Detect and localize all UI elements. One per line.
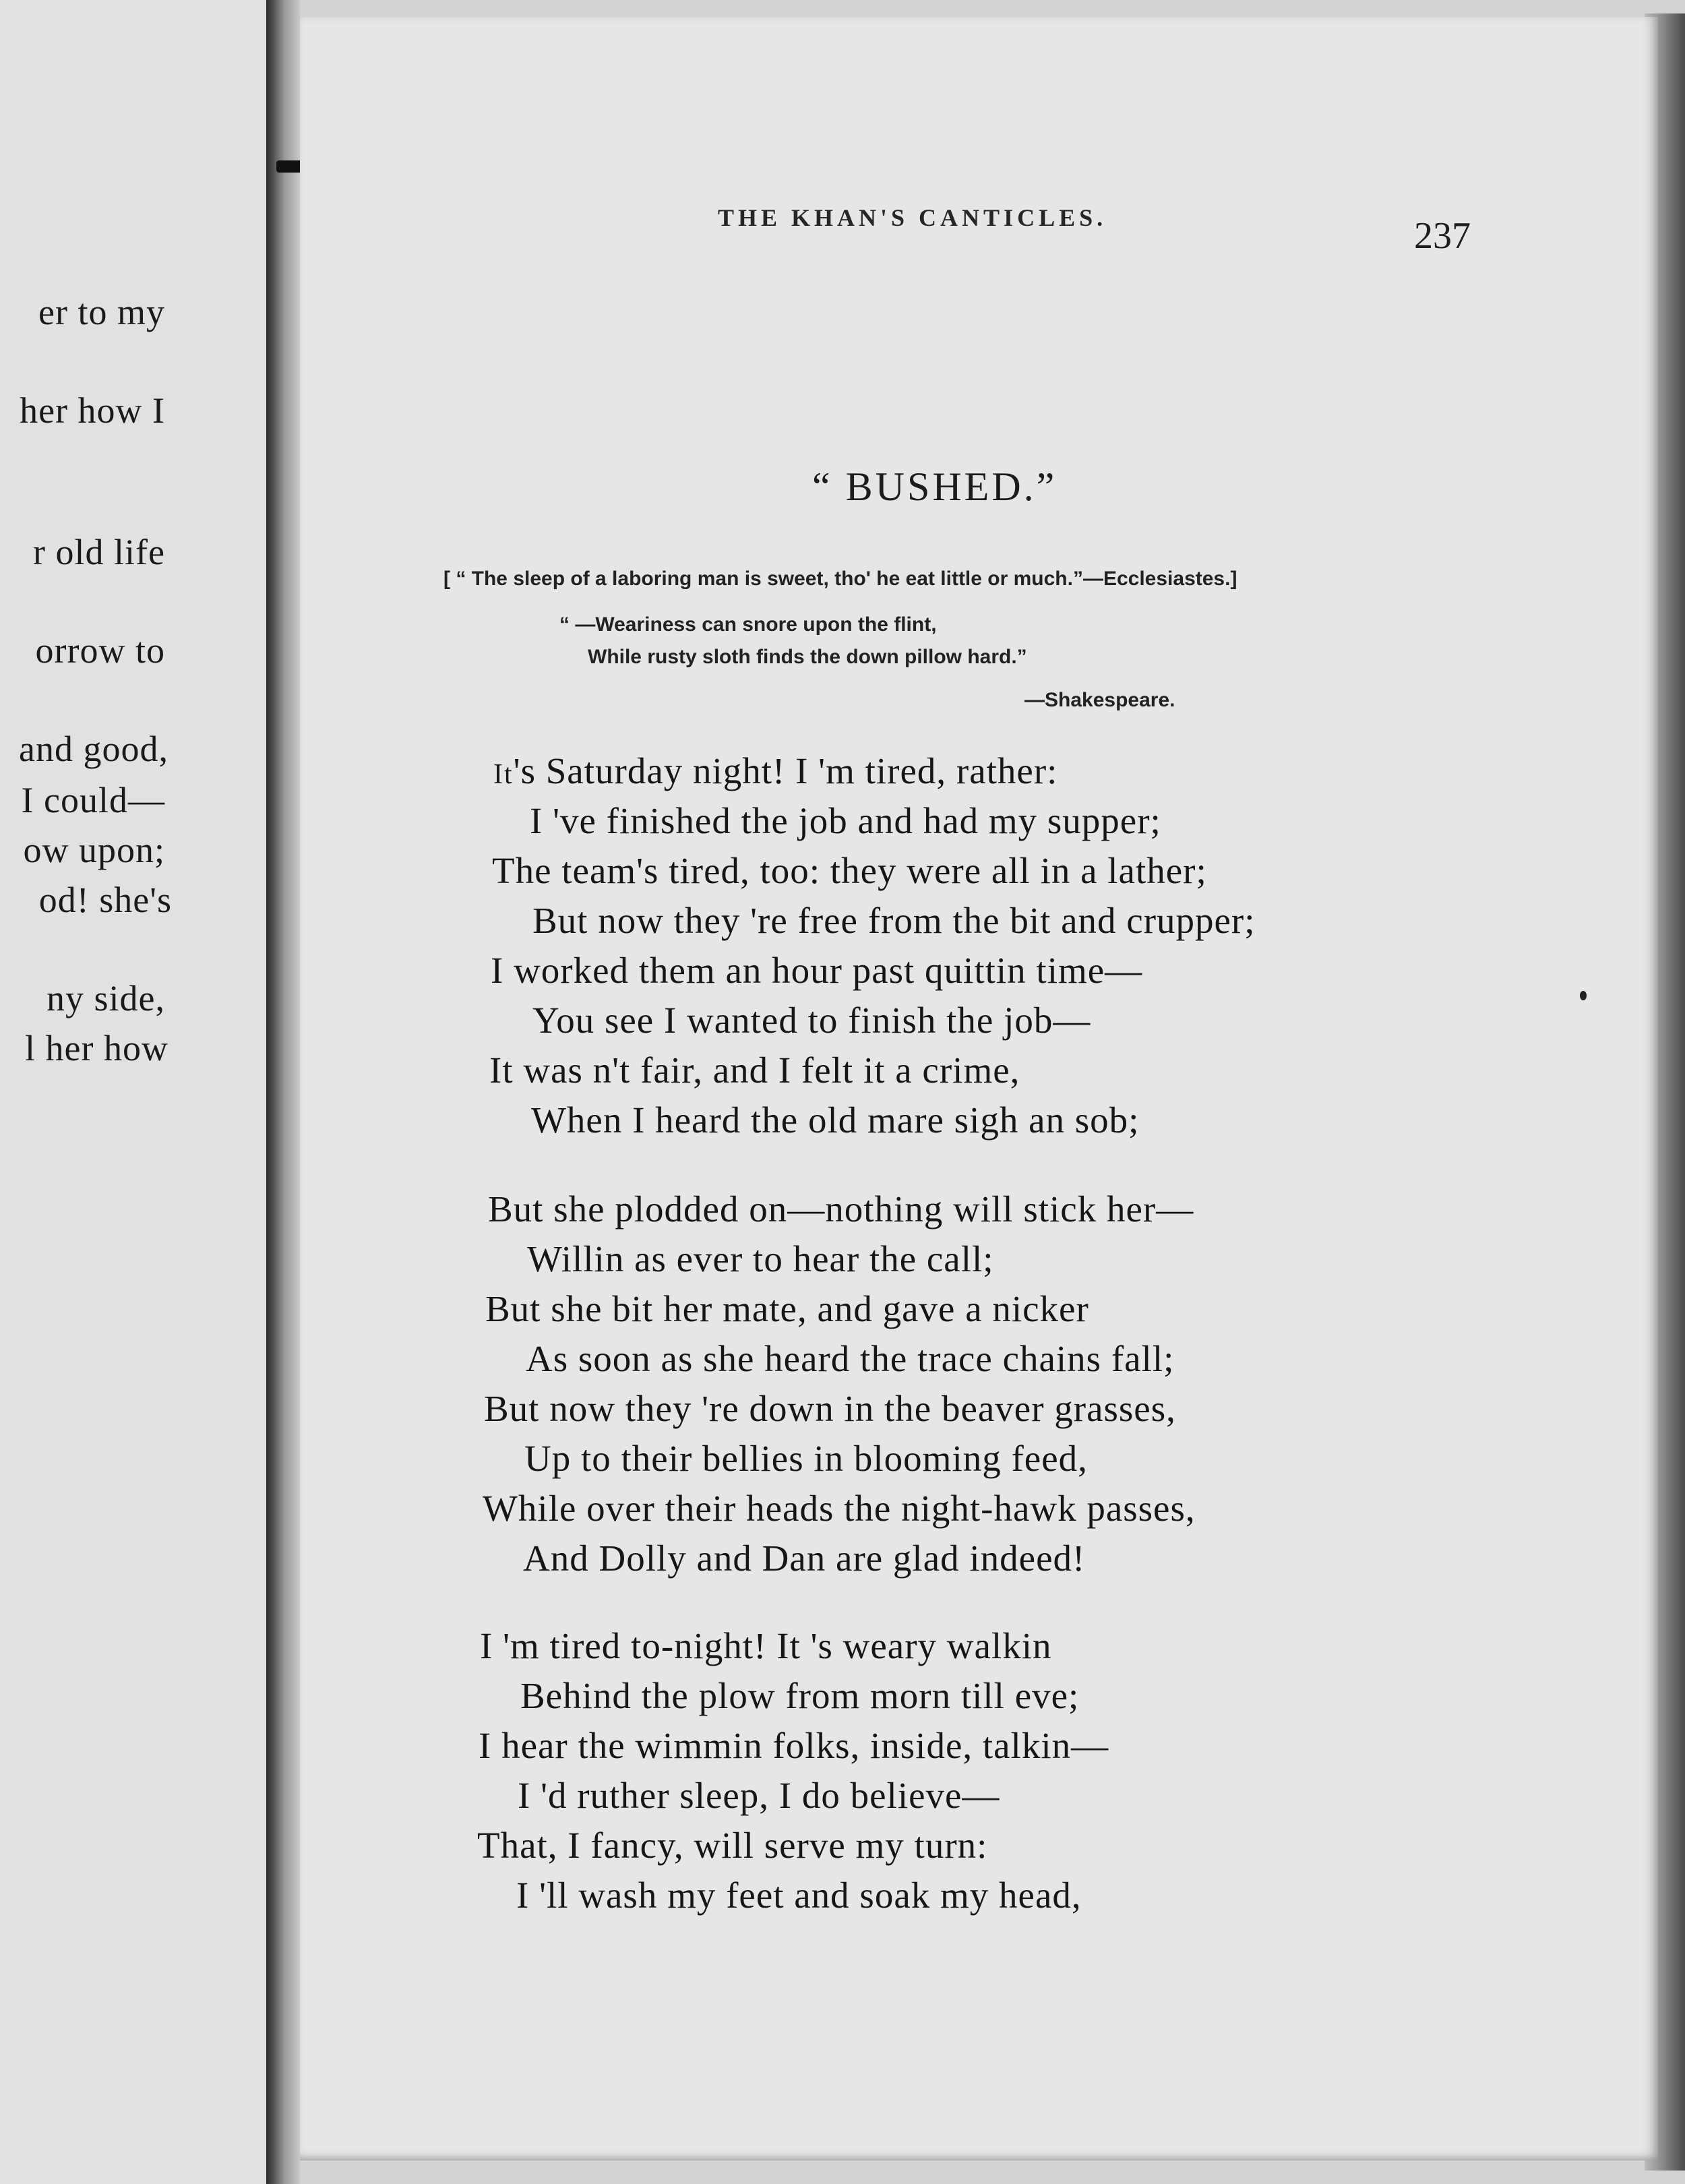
verse-line: Willin as ever to hear the call; [527,1238,994,1279]
verse-line: I worked them an hour past quittin time— [491,950,1143,991]
epigraph-shakespeare-line-1: “ —Weariness can snore upon the flint, [559,613,937,636]
epigraph-shakespeare-line-2: While rusty sloth finds the down pillow hard.” [588,646,1027,668]
left-page-line: r old life [33,532,165,572]
left-page-line: ny side, [47,978,165,1019]
running-head: THE KHAN'S CANTICLES. [718,204,1107,231]
verse-line: While over their heads the night-hawk passes, [483,1488,1196,1529]
left-page-line: er to my [38,292,165,332]
left-page-line: l her how [25,1028,168,1068]
left-page-line: orrow to [35,630,165,671]
verse-line: As soon as she heard the trace chains fall; [526,1338,1175,1379]
verse-line: But she bit her mate, and gave a nicker [485,1288,1089,1329]
verse-line: It was n't fair, and I felt it a crime, [489,1050,1020,1091]
verse-line-text: 's Saturday night! I 'm tired, rather: [513,750,1058,791]
verse-line: I 'd ruther sleep, I do believe— [518,1775,1000,1816]
verse-line: I 'm tired to-night! It 's weary walkin [480,1625,1052,1666]
verse-line: You see I wanted to finish the job— [532,1000,1091,1041]
ink-speck [1580,991,1587,1000]
left-page-line: and good, [19,729,168,769]
left-page-line: od! she's [38,880,172,920]
verse-line: I 've finished the job and had my supper; [530,800,1161,841]
epigraph-attribution: —Shakespeare. [1024,689,1175,711]
verse-line [493,750,1058,792]
book-gutter [266,0,300,2184]
verse-line: I 'll wash my feet and soak my head, [516,1875,1082,1916]
epigraph-ecclesiastes: [ “ The sleep of a laboring man is sweet, tho' he eat little or much.”—Ecclesiastes.] [443,568,1237,590]
verse-line: When I heard the old mare sigh an sob; [531,1099,1140,1141]
verse-line: But she plodded on—nothing will stick her— [488,1188,1194,1230]
verse-line: But now they 're free from the bit and crupper; [532,900,1256,941]
verse-line: And Dolly and Dan are glad indeed! [523,1538,1086,1579]
verse-line: The team's tired, too: they were all in a lather; [492,850,1207,891]
page-number: 237 [1414,215,1471,257]
verse-line: Up to their bellies in blooming feed, [524,1438,1088,1479]
left-page-line: her how I [20,390,165,431]
left-page-line: ow upon; [23,830,165,870]
verse-line: But now they 're down in the beaver grasses, [484,1388,1176,1429]
verse-line: I hear the wimmin folks, inside, talkin— [479,1725,1109,1766]
poem-title: “ BUSHED.” [812,464,1058,509]
verse-line: Behind the plow from morn till eve; [520,1675,1080,1716]
left-page-line: I could— [21,780,165,820]
left-facing-page [0,0,266,2184]
verse-line: That, I fancy, will serve my turn: [477,1825,988,1866]
drop-word: It [493,759,514,790]
